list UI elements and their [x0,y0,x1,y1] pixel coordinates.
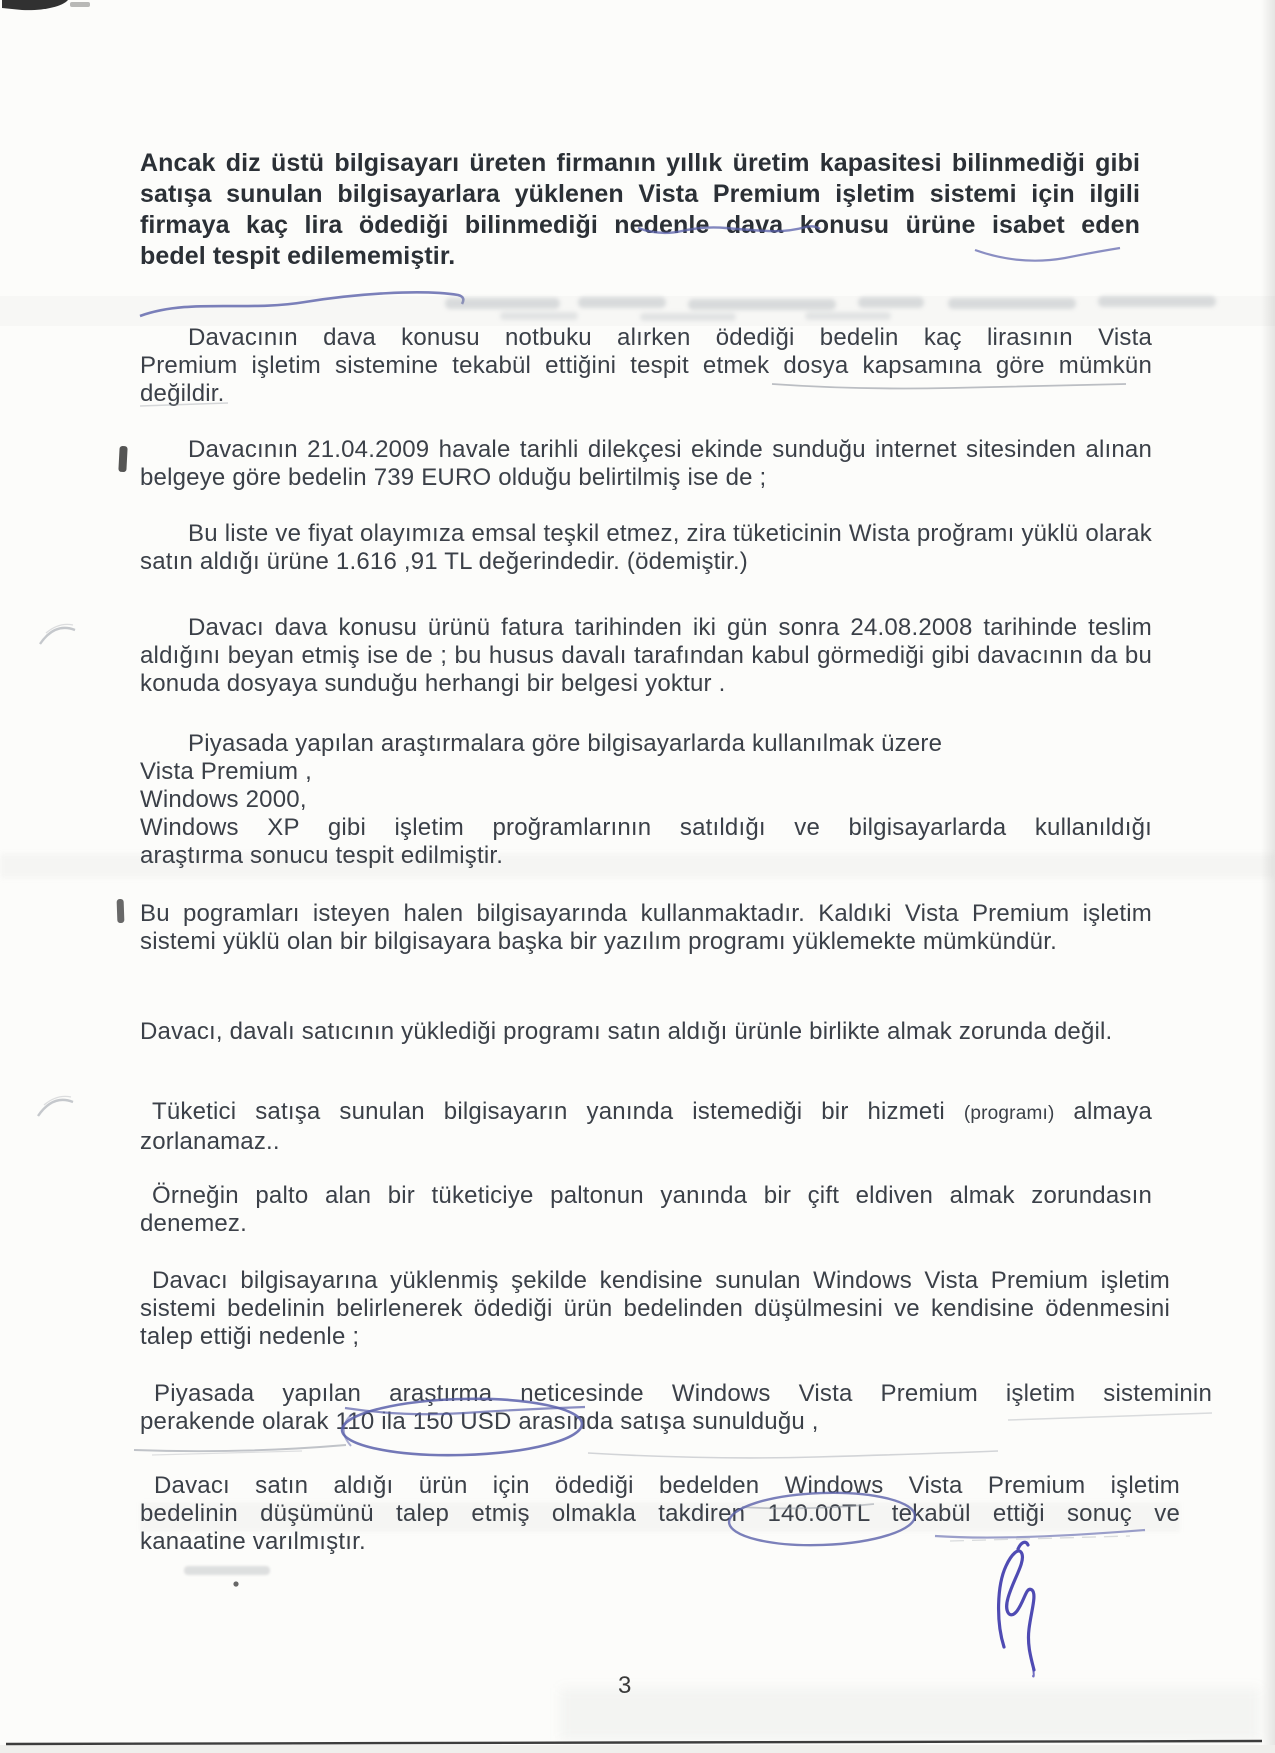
paragraph-almak-zorunda-degil: Davacı, davalı satıcının yüklediği programı satın aldığı ürünle birlikte almak zorunda değil. [140,1018,1113,1045]
paragraph-tuketici-zorlanamaz [140,1098,1152,1156]
paragraph-palto-eldiven: Örneğin palto alan bir tüketiciye paltonun yanında bir çift eldiven almak zorundasın denemez. [140,1182,1152,1237]
text-line: Windows 2000, [140,786,307,813]
scan-shadow-band [560,1688,1260,1740]
text-line: satışa sunulan bilgisayarlara yüklenen Vista Premium işletim sistemi için ilgili [140,180,1140,208]
text-line: Piyasada yapılan araştırmalara göre bilgisayarlarda kullanılmak üzere [188,730,943,757]
text-line: araştırma sonucu tespit edilmiştir. [140,842,504,869]
page-number: 3 [618,1672,632,1699]
text-line: Piyasada yapılan araştırma neticesinde Windows Vista Premium işletim sisteminin [154,1380,1212,1407]
scan-smear-top-left-tail [70,2,90,7]
paragraph-teslim-tarihi: Davacı dava konusu ürünü fatura tarihinden iki gün sonra 24.08.2008 tarihinde teslim aldığını beyan etmiş ise de ; bu husus davalı tarafından kabul görmediği gibi davacının da bu konuda dosyaya sunduğu herhangi bir belgesi yoktur . [140,614,1152,697]
text-span: almaya zorlanamaz.. [140,1098,1153,1155]
text-line: Ancak diz üstü bilgisayarı üreten firmanın yıllık üretim kapasitesi bilinmediği gibi [140,149,1140,177]
pencil-underline-satisa-sunuldugu [588,1451,998,1458]
pencil-underline-perakende-olarak [134,1445,346,1455]
paragraph-notbuk-bedel [140,324,1152,408]
scan-bottom-strip [0,1745,1275,1753]
bleedthrough-ghost-text [445,296,1216,321]
pencil-margin-arc-2 [38,1096,73,1116]
text-line: bedelinin düşümünü talep etmiş olmakla takdiren 140.00TL tekabül ettiği sonuç ve [140,1500,1180,1527]
text-span: Tüketici satışa sunulan bilgisayarın yanında istemediği bir hizmeti [152,1098,964,1125]
pencil-smudge-kanaatine [184,1566,270,1587]
text-line: Davacının dava konusu notbuku alırken ödediği bedelin kaç lirasının Vista [188,324,1152,351]
text-line: Davacı satın aldığı ürün için ödediği bedelden Windows Vista Premium işletim [154,1472,1180,1499]
paragraph-os-list [140,730,1152,870]
paragraph-sonuc-kanaat [140,1472,1180,1556]
pencil-margin-arc-1 [40,624,75,644]
paragraph-usd-arastirma [140,1380,1212,1436]
scan-smear-top-left [2,0,68,10]
text-line: kanaatine varılmıştır. [140,1528,366,1555]
text-span-small: (programı) [963,1103,1055,1124]
pen-underline-edilememistir [140,292,463,316]
paragraph-emsal-fiyat: Bu liste ve fiyat olayımıza emsal teşkil etmez, zira tüketicinin Wista proğramı yüklü olarak satın aldığı ürüne 1.616 ,91 TL değerindedir. (ödemiştir.) [140,520,1152,575]
paragraph-program-kullanimi: Bu pogramları isteyen halen bilgisayarında kullanmaktadır. Kaldıki Vista Premium işletim sistemi yüklü olan bir bilgisayara başka bir yazılım programı yüklemekte mümkündür. [140,900,1152,955]
text-line: perakende olarak 110 ila 150 USD arasında satışa sunulduğu , [140,1408,819,1435]
paragraph-talep-nedeni: Davacı bilgisayarına yüklenmiş şekilde kendisine sunulan Windows Vista Premium işletim sistemi bedelinin belirlenerek ödediği ürün bedelinden düşülmesini ve kendisine ödenmesini talep ettiği nedenle ; [140,1267,1170,1350]
scan-right-edge-shadow [1261,0,1275,1753]
text-line: Windows XP gibi işletim proğramlarının satıldığı ve bilgisayarlarda kullanıldığı [140,814,1152,841]
scan-shadow-band [0,296,1275,326]
scan-streak-left [117,899,125,923]
text-line: değildir. [140,380,225,407]
text-line: Premium işletim sistemine tekabül ettiğini tespit etmek dosya kapsamına göre mümkün [140,352,1152,379]
signature [999,1542,1034,1676]
paragraph-bold-intro [140,148,1140,272]
text-line: Vista Premium , [140,758,312,785]
text-line: bedel tespit edilememiştir. [140,242,456,270]
scan-streak-left [118,446,127,472]
paragraph-dilekce-euro: Davacının 21.04.2009 havale tarihli dilekçesi ekinde sunduğu internet sitesinden alınan belgeye göre bedelin 739 EURO olduğu belirtilmiş ise de ; [140,436,1152,491]
text-line: firmaya kaç lira ödediği bilinmediği nedenle dava konusu ürüne isabet eden [140,211,1140,239]
